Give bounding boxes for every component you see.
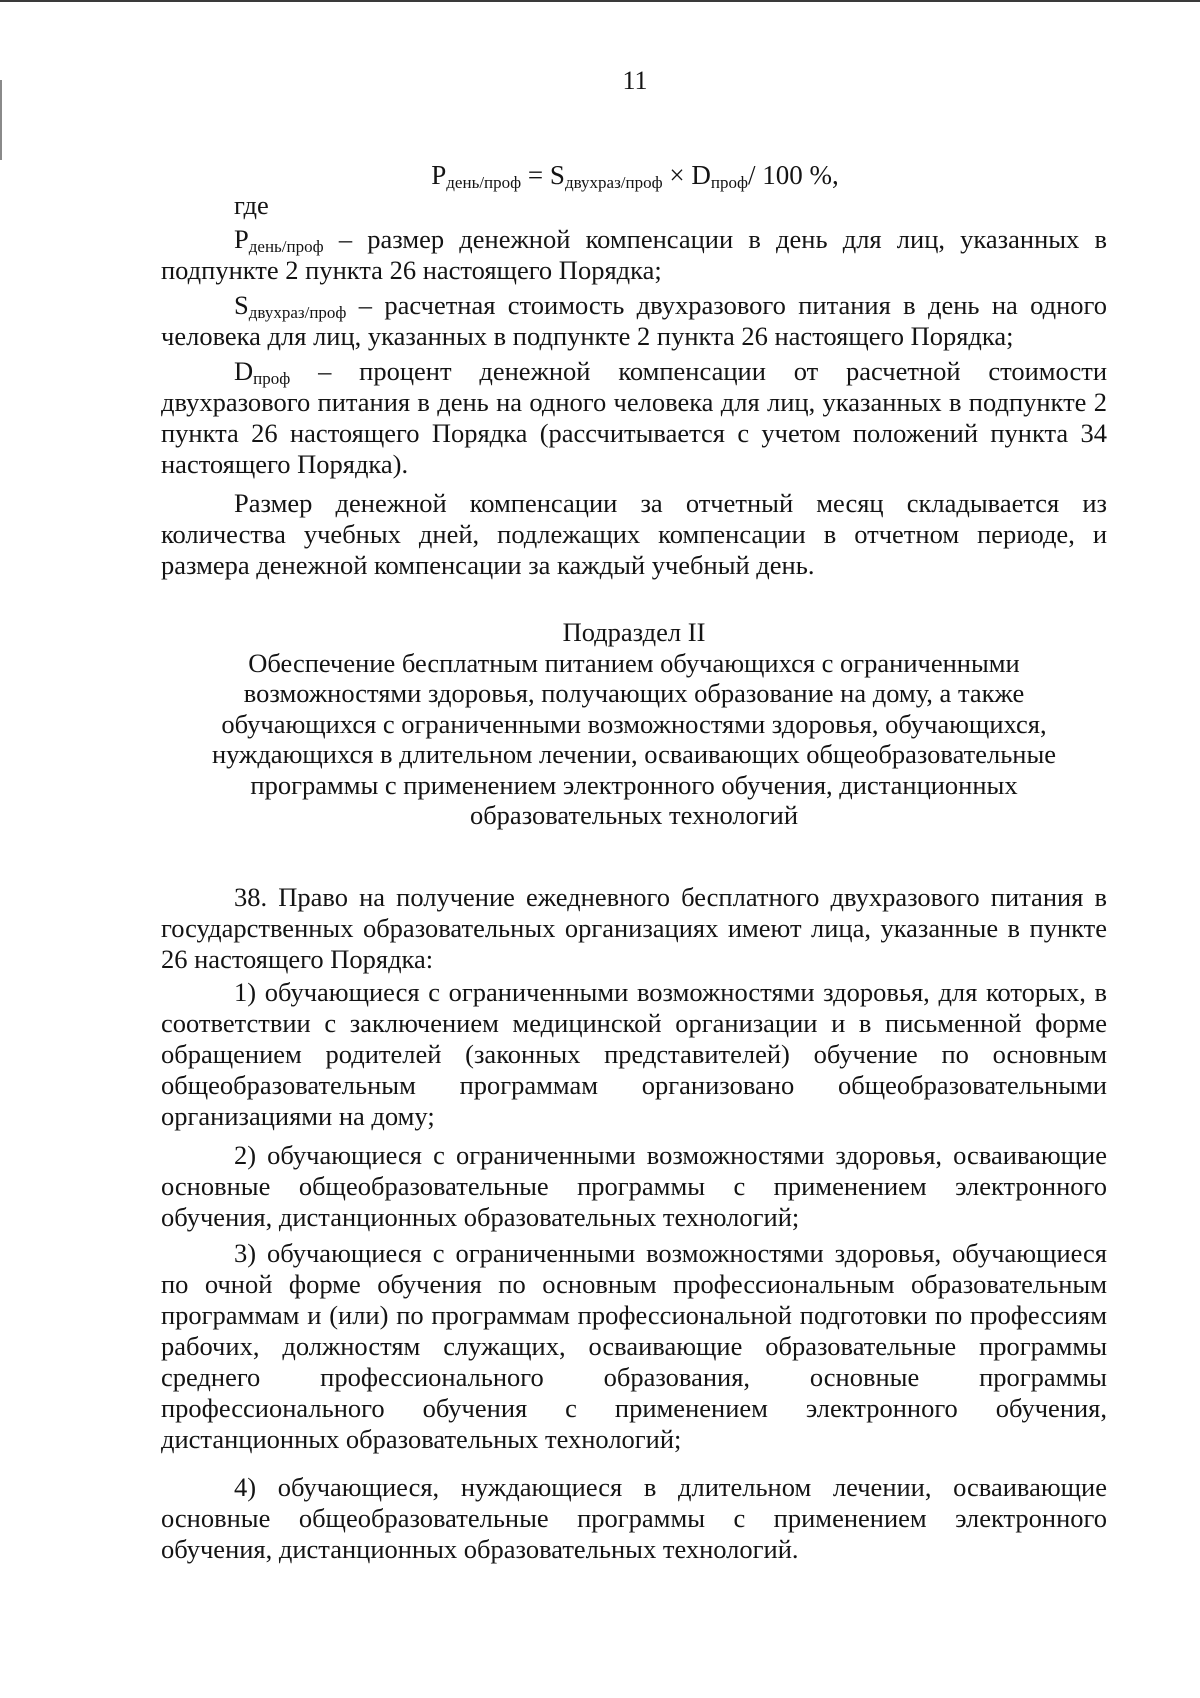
subsection-title-line: программы с применением электронного обучения, дистанционных (250, 769, 1018, 800)
clause-38-item-2: 2) обучающиеся с ограниченными возможностями здоровья, осваивающие основные общеобразовательные программы с применением электронного обучения, дистанционных образовательных технологий; (161, 1140, 1107, 1232)
definition-d-text: – процент денежной компенсации от расчетной стоимости двухразового питания в день на одного человека для лиц, указанных в подпункте 2 пункта 26 настоящего Порядка (рассчитывается с учетом положений пункта 34 настоящего Порядка). (161, 356, 1107, 479)
clause-38-item-1: 1) обучающиеся с ограниченными возможностями здоровья, для которых, в соответствии с заключением медицинской организации и в письменной форме обращением родителей (законных представителей) обучение по основным общеобразовательным программам организовано общеобразовательными организациями на дому; (161, 977, 1107, 1131)
definition-d-sub: проф (253, 369, 291, 388)
definition-d-symbol: D (234, 356, 254, 386)
subsection-title-line: обучающихся с ограниченными возможностями здоровья, обучающихся, (221, 708, 1047, 739)
definition-s-symbol: S (234, 290, 249, 320)
page-number: 11 (622, 66, 648, 95)
where-label: где (234, 190, 269, 220)
definition-s (161, 290, 1107, 352)
definition-d (161, 356, 1107, 480)
formula-p: P (431, 160, 447, 190)
subsection-title-line: образовательных технологий (469, 800, 799, 830)
formula-s: S (549, 160, 565, 190)
formula-times: × (662, 160, 692, 190)
subsection-heading (161, 617, 1107, 831)
definition-s-sub: двухраз/проф (248, 303, 347, 322)
clause-38-item-4: 4) обучающиеся, нуждающиеся в длительном лечении, осваивающие основные общеобразовательные программы с применением электронного обучения, дистанционных образовательных технологий. (161, 1472, 1107, 1564)
definition-p-sub: день/проф (248, 237, 324, 256)
formula-d-sub: проф (710, 173, 748, 192)
definition-s-text: – расчетная стоимость двухразового питания в день на одного человека для лиц, указанных в подпункте 2 пункта 26 настоящего Порядка; (161, 290, 1107, 351)
summary-paragraph: Размер денежной компенсации за отчетный месяц складывается из количества учебных дней, подлежащих компенсации в отчетном периоде, и размера денежной компенсации за каждый учебный день. (161, 488, 1107, 580)
subsection-title-line: Обеспечение бесплатным питанием обучающихся с ограниченными (248, 647, 1020, 678)
subsection-number: Подраздел II (562, 617, 706, 647)
formula-tail: / 100 %, (748, 160, 839, 190)
scan-top-edge (0, 0, 1200, 2)
definition-p (161, 224, 1107, 286)
formula-equals: = (521, 160, 550, 190)
subsection-title-line: нуждающихся в длительном лечении, осваивающих общеобразовательные (211, 739, 1057, 769)
formula-p-sub: день/проф (446, 173, 522, 192)
clause-38: 38. Право на получение ежедневного бесплатного двухразового питания в государственных образовательных организациях имеют лица, указанные в пункте 26 настоящего Порядка: (161, 882, 1107, 974)
formula-d: D (691, 160, 711, 190)
compensation-formula (0, 160, 1200, 191)
subsection-title-line: возможностями здоровья, получающих образование на дому, а также (243, 678, 1025, 708)
definition-p-symbol: P (234, 224, 249, 254)
clause-38-item-3: 3) обучающиеся с ограниченными возможностями здоровья, обучающиеся по очной форме обучения по основным профессиональным образовательным программам и (или) по программам профессиональной подготовки по профессиям рабочих, должностям служащих, осваивающие образовательные программы среднего профессионального образования, основные программы профессионального обучения с применением электронного обучения, дистанционных образовательных технологий; (161, 1238, 1107, 1454)
definition-p-text: – размер денежной компенсации в день для лиц, указанных в подпункте 2 пункта 26 настоящего Порядка; (161, 224, 1107, 285)
formula-s-sub: двухраз/проф (564, 173, 663, 192)
